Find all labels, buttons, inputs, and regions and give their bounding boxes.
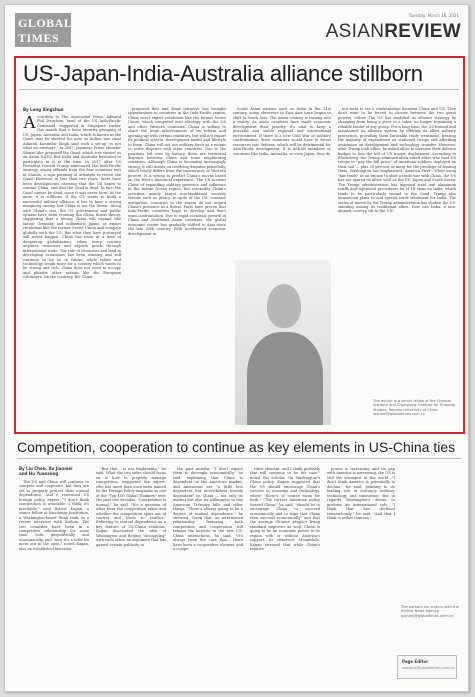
article2-byline: By Liu Chen, Xu Jianmei and Hu Yuanzong [19, 466, 73, 476]
article1-column-4 [338, 107, 456, 407]
dropcap: A [23, 115, 36, 132]
article1-column-1 [23, 115, 121, 427]
article2-author-note: The authors are writers with the Xinhua News Agency. opinion@globaltimes.com.cn [401, 605, 459, 618]
page-editor-email: wanghui@globaltimes.com.cn [402, 666, 455, 670]
article2-col3-text: the past months. "I don't expect them to decouple economically," he said, explaining that China is dependent on the American market, and Americans are "a little less dependent but nevertheless heavily dependent" on China — not only its market but also its willingness to buy American Treasury bills and other things. "There's always going to be a degree of mutual dependence," he stressed. Given that, an intertwined relationship featuring both competition and cooperation will remain the keynote in the new US-China interactions, he said. "It's always been the case that... there have been a cooperative element and a compe- [173, 467, 243, 552]
logo-line1: GLOBAL [18, 16, 73, 30]
article1-byline: By Long Xingchun [23, 107, 64, 112]
article1-column-2 [128, 107, 226, 427]
section-title [326, 21, 461, 43]
global-times-logo [15, 13, 71, 47]
page-editor-box [397, 655, 457, 679]
article2-column-5 [327, 467, 395, 685]
article1-col2-text: proposed Belt and Road Initiative has brought opportunities to countries in the Indo-Pacific region. China won't export revolution like the former Soviet Union, which competed over ideology with the US and other Western countries. China is willing to share the huge achievements of its reform and opening-up with certain countries, but will not export its political system, development model and lifestyle to them. China will not use military force as a means to settle disputes with other countries. Due to the positions left over by history, there are territorial disputes between China and some neighboring countries. Although China is becoming increasingly strong, it still insists on resolving disputes peacefully, which totally differs from the experiences of Western powers. It is wrong to predict China's moves based on the West's historical experience. The US accuses China of expanding military presence and influence in the Indian Ocean region, but ostensibly China's activities mainly target non-traditional security threats such as piracy. In spite of the US' constant instigation, countries in the region do not regard China's presence as a threat. Facts have proven that Indo-Pacific countries hope to develop and don't want confrontation. Due to rapid economic growth in China and Southeast Asian countries, the global economic center has gradually shifted to Asia since the late 20th century. With accelerated economic development in [128, 107, 226, 236]
article1-headline: US-Japan-India-Australia alliance stillborn [23, 61, 423, 86]
article2-col2-text: "But that... is not frightening," he said. What the two sides should focus on is how to properly manage competition, suggested the expert, who has more than once been named by the Foreign Policy magazine as one of the "Top 100 Global Thinkers" over the past two decades. "Competition is normal," he said. "It's a question of what form the competition takes and whether the competition spins out of control and leads to conflict." Referring to mutual dependence as a key feature of US-China relations, Kagan discounted the idea of Washington and Beijing "decoupling" with each other, an argument that has gained certain publicity in [96, 467, 166, 547]
article2-headline: Competition, cooperation to continue as key elements in US-China ties [17, 439, 456, 455]
article2-col4-text: titive element, and I think probably that will continue to be the case," noted the scholar. On Washington's China policy, Kagan suggested that the US should encourage China's success in economy and technology, where "there's of course room for both." "The correct American policy toward China," he said, "should be to encourage China to succeed economically and to hope that China then succeed economically" and that the average Chinese people's living standard improves as well. China is going to be an economic power in its region with or without America's support, he observed. Meanwhile, Kagan stressed that while China's relative [250, 467, 320, 552]
article2-col1-text: The US and China will continue to compete and cooperate, but they are set to properly protect their mutual dependence, said a renowned US foreign policy expert. "I don't think competition is avoidable. I think it's inevitable," said Robert Kagan, a senior fellow at Brookings Institution, a Washington-based think tank, in a recent interview with Xinhua. The two countries have been in a competitive relationship for some time, both geopolitically and economically, and "now it's a little bit more out in the open," noted Kagan, also an established historian. [19, 480, 89, 551]
dateline: Tuesday, March 16, 2021 [408, 13, 459, 18]
headline-rule [19, 89, 459, 90]
photo-head [267, 284, 301, 328]
article2-column-3 [173, 467, 243, 685]
newspaper-page [4, 4, 469, 692]
article1-col4-text: not want to see a confrontation between China and US. They don't want to be forced to choose between the two great powers, either. The US has modified its alliance strategy by changing from being a giver to a taker, no longer remaining a reliable leader of any group. For a long time, the US formed and maintained its alliance system by offering its allies military protection, providing them favorable trade treatment, bearing the majority of expenditure on stationed troops and affording assistance on development and technology transfer. However, after Trump took office, he asked allies to increase their defense budget to foot the bill of US troops' deployment. According to Bloomberg, the Trump administration asked allies who host US troops to "pay the full price" of American soldiers deployed on their soil — plus 50 percent or more for the privilege of hosting them. Washington has emphasized "America First". While using "fair trade" as an excuse to start a trade war with China, the US has not spared its allies such as the EU, Japan and South Korea. The Trump administration has imposed steel and aluminum tariffs and tightened procedures for H-1B visas on India, which tends to be particularly wound to the Quad. Trump also announced plans to end special trade treatment for India. The series of moves by the Trump administration has shaken the US' standing among its traditional allies. How can India, a non-aligned country, tilt to the US? [338, 107, 456, 214]
article2-column-4 [250, 467, 320, 685]
photo-body [247, 332, 323, 425]
article2-column-2 [96, 467, 166, 685]
section-bold: REVIEW [384, 21, 461, 42]
masthead [15, 13, 465, 49]
logo-line2: TIMES [18, 31, 60, 45]
article2-column-1 [19, 480, 89, 685]
article1-column-3 [233, 107, 331, 255]
article2-col5-text: power is increasing and its gap with America is narrowing, the US is still the strongest in the world. "I don't think America is potentially in decline," he said, pointing to its leading role in currency, military, technology and innovation. But in regards Washington's desire to preform an international role, "I think that has declined tremendously," he said. "And that I think is rather tenuous." [327, 467, 395, 520]
section-light: ASIAN [325, 21, 385, 42]
author-photo [235, 260, 331, 425]
page-editor-label: Page Editor [402, 659, 429, 664]
article1-col3-text: South Asian nations such as India in the 21st century, many observers in East Asia have begun to shift to South Asia. The Asian century is turning into a reality. As Asian countries have made economic development their priority, it's vital to keep a peaceful and stable regional and international environment. If there is a new Cold War or military confrontation, these countries would have to divert resources into defense, which will be detrimental for Asia-Pacific development. It is ASEAN members or countries like India, Australia, or even Japan, they do [233, 107, 331, 156]
author-caption: The author is a senior fellow of the Charhar Institute and Chongqing Institute for Financial Studies, Renmin University of China. opinion@globaltimes.com.cn [373, 399, 456, 417]
article1-col1-text: ccording to The Associated Press, Admiral Phil Davidson, head of the US Indo-Pacific Command, suggested in Singapore earlier this month that a loose security grouping of US, Japan, Australia and India, which is known as the Quad, may be shelved for now, as Indian war chief Admiral Karambir Singh said such a set-up "is not what we envisage." In 2007, Japanese Prime Minister Shinzo Abe proposed the Quad, which was viewed as an Asian NATO. But India and Australia hesitated to participate in it at the time. In 2017 after US President Donald Trump announced the Indo-Pacific strategy, senior officials from the four countries met in Manila, a sign pointing at attempts to revive the Quad. However, in less than two years, there have been developments showing that the US hopes to contain China, and that the Quad is dead. In fact, the Quad cannot be dead, since it was never born. At the most, it is stillborn. If the US wants to build a successful military alliance, it has to have a strong imaginary enemy, but China is not the threat. Along with China's rise, the US government and public opinion have been creating the China threat theory, suggesting that a strong China will expand like fascist Germany and militaristic Japan, or export revolution like the former Soviet Union and compete globally with the US. But what they have portrayed will never happen. China has risen at a time of deepening globalization, when every country acquires resources and exports goods through international trade. The rule of resources and land in developing economies has been winning and will continue to be so in future, while talent and technology weigh more for a country which wants to be strong and rich. China does not need to occupy and plunder other nations like the European colonizers. On the contrary, the China- [23, 115, 121, 280]
headline2-rule [17, 458, 461, 459]
